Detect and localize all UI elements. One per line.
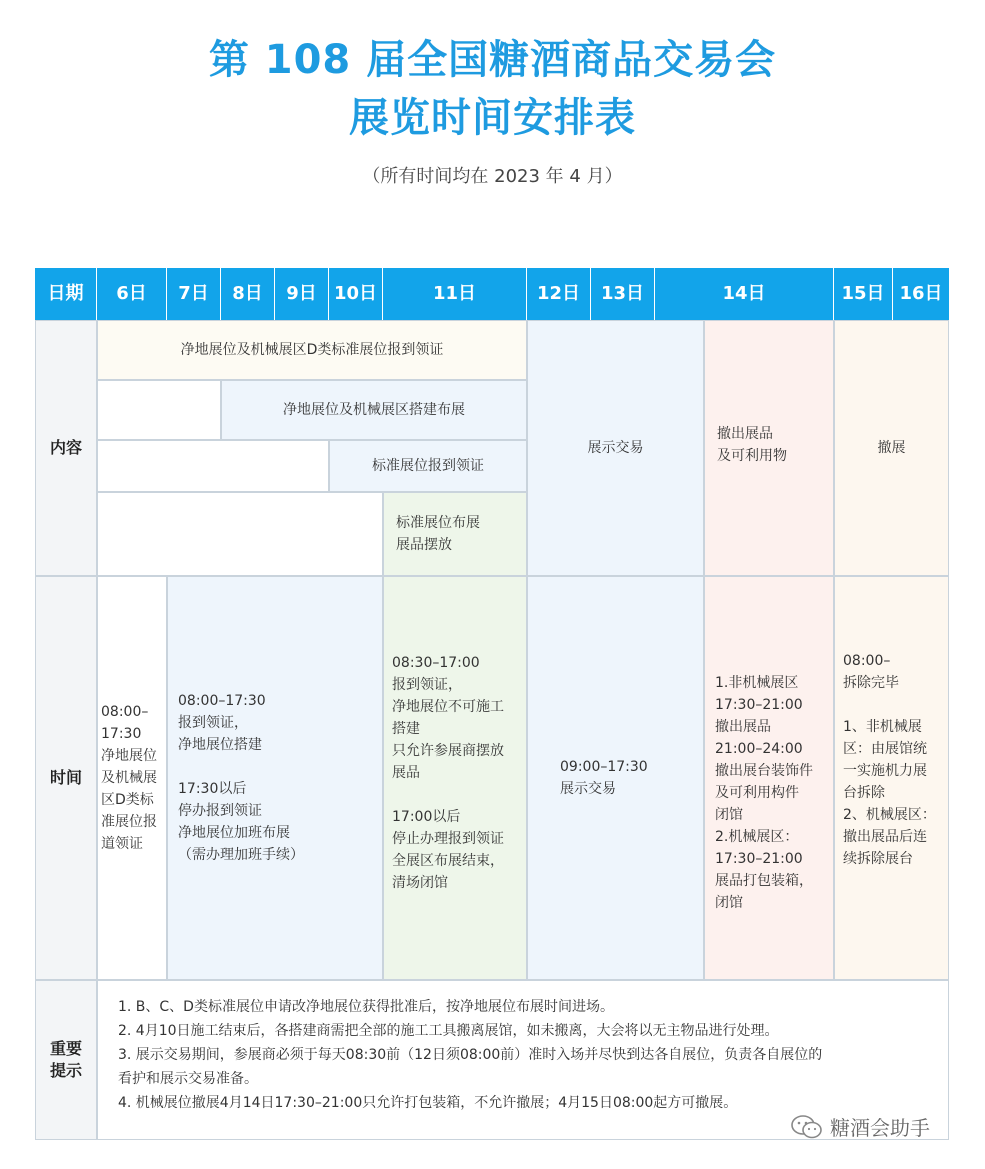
header-day-12: 12日 xyxy=(527,268,591,320)
time-day11: 08:30–17:00 报到领证， 净地展位不可施工 搭建 只允许参展商摆放 展品 17:00以后 停止办理报到领证 全展区布展结束， 清场闭馆 xyxy=(383,576,527,980)
time-label: 时间 xyxy=(35,576,97,980)
content-label: 内容 xyxy=(35,320,97,576)
header-date-label: 日期 xyxy=(35,268,97,320)
subtitle: （所有时间均在 2023 年 4 月） xyxy=(362,166,623,187)
content-withdraw: 撤出展品 及可利用物 xyxy=(704,320,834,576)
time-day6: 08:00– 17:30 净地展位 及机械展 区D类标 准展位报 道领证 xyxy=(97,576,167,980)
time-day12-13: 09:00–17:30 展示交易 xyxy=(527,576,704,980)
header-day-14: 14日 xyxy=(655,268,834,320)
content-row2-build: 净地展位及机械展区搭建布展 xyxy=(221,380,527,440)
watermark xyxy=(790,1112,930,1141)
content-row2-empty xyxy=(97,380,221,440)
content-row4-empty xyxy=(97,492,383,576)
header-day-6: 6日 xyxy=(97,268,167,320)
header-day-11: 11日 xyxy=(383,268,527,320)
watermark-text: 糖酒会助手 xyxy=(830,1116,930,1140)
page-title: 第 108 届全国糖酒商品交易会 xyxy=(208,37,777,83)
header-day-9: 9日 xyxy=(275,268,329,320)
tips-item-2: 2. 4月10日施工结束后，各搭建商需把全部的施工工具搬离展馆，如未搬离，大会将以无主物品进行处理。 xyxy=(118,1023,779,1039)
time-day7-10: 08:00–17:30 报到领证， 净地展位搭建 17:30以后 停办报到领证 净地展位加班布展 （需办理加班手续） xyxy=(167,576,383,980)
content-row3-empty xyxy=(97,440,329,492)
content-row3-standard-checkin: 标准展位报到领证 xyxy=(329,440,527,492)
header-day-16: 16日 xyxy=(893,268,949,320)
header-day-8: 8日 xyxy=(221,268,275,320)
header-day-7: 7日 xyxy=(167,268,221,320)
header-day-15: 15日 xyxy=(834,268,893,320)
header-day-10: 10日 xyxy=(329,268,383,320)
wechat-icon xyxy=(790,1114,824,1140)
time-day15-16: 08:00– 拆除完毕 1、非机械展 区：由展馆统 一实施机力展 台拆除 2、机械展区： 撤出展品后连 续拆除展台 xyxy=(834,576,949,980)
content-exhibit: 展示交易 xyxy=(527,320,704,576)
page-title-line2: 展览时间安排表 xyxy=(349,95,636,141)
tips-item-1: 1. B、C、D类标准展位申请改净地展位获得批准后，按净地展位布展时间进场。 xyxy=(118,999,614,1015)
content-row4-setup: 标准展位布展 展品摆放 xyxy=(383,492,527,576)
tips-item-4: 4. 机械展位撤展4月14日17:30–21:00只允许打包装箱，不允许撤展；4月15日08:00起方可撤展。 xyxy=(118,1095,738,1111)
tips-item-3: 3. 展示交易期间，参展商必须于每天08:30前（12日须08:00前）准时入场并尽快到达各自展位，负责各自展位的 看护和展示交易准备。 xyxy=(118,1047,823,1087)
content-dismantle: 撤展 xyxy=(834,320,949,576)
header-day-13: 13日 xyxy=(591,268,655,320)
tips-label: 重要 提示 xyxy=(35,980,97,1140)
time-day14: 1.非机械展区 17:30–21:00 撤出展品 21:00–24:00 撤出展台装饰件 及可利用构件 闭馆 2.机械展区： 17:30–21:00 展品打包装箱， 闭馆 xyxy=(704,576,834,980)
content-row1-checkin: 净地展位及机械展区D类标准展位报到领证 xyxy=(97,320,527,380)
